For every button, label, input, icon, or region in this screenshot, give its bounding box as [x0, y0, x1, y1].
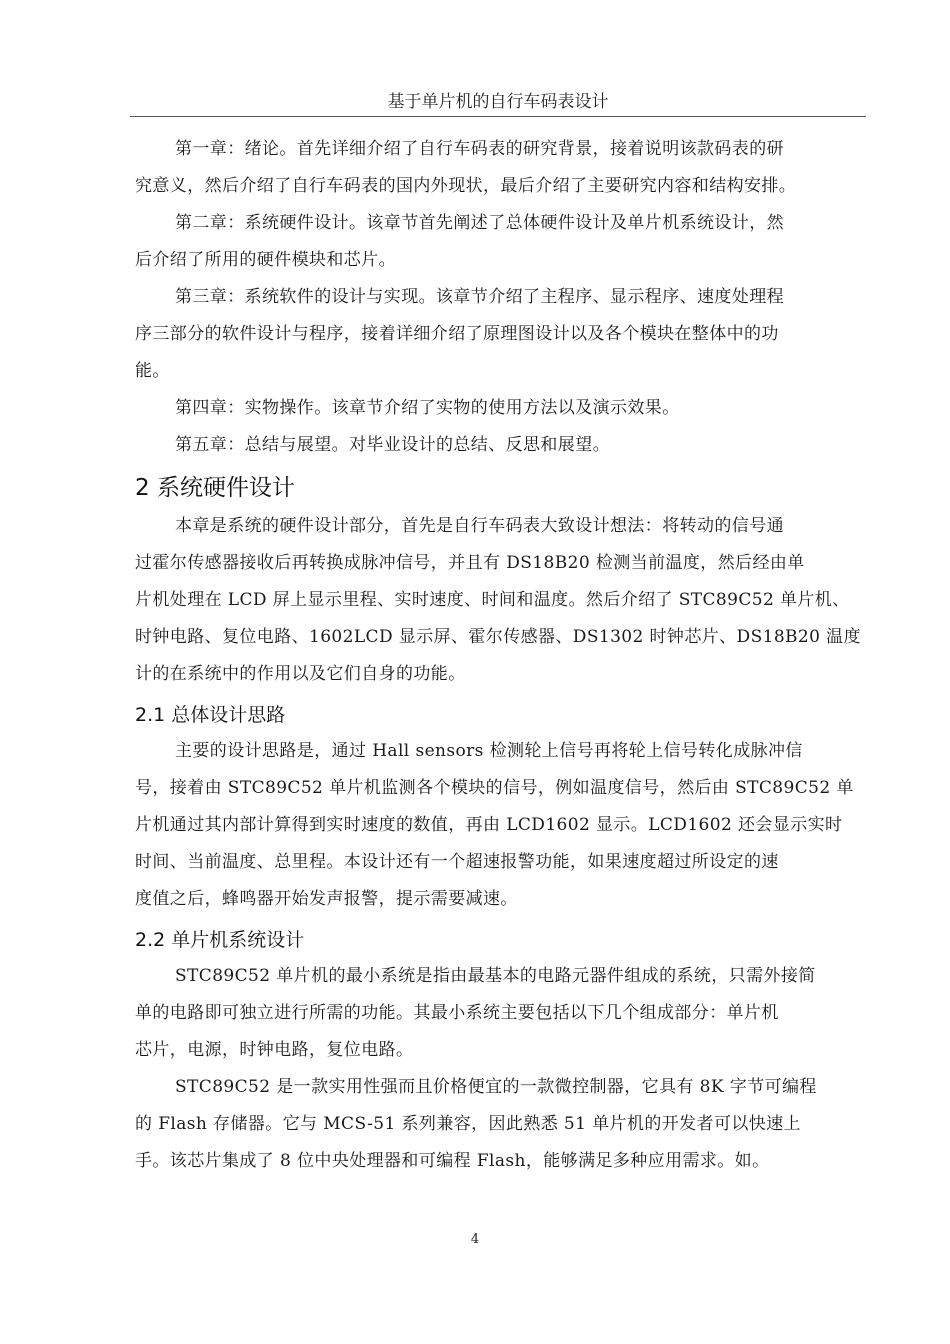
text-line: 第一章：绪论。首先详细介绍了自行车码表的研究背景，接着说明该款码表的研	[175, 139, 784, 159]
text-line: 本章是系统的硬件设计部分，首先是自行车码表大致设计想法：将转动的信号通	[175, 516, 784, 536]
text-line: 手。该芯片集成了 8 位中央处理器和可编程 Flash，能够满足多种应用需求。如。	[135, 1151, 770, 1171]
chapter4-summary-paragraph	[135, 390, 859, 427]
chapter3-summary-paragraph	[135, 279, 859, 390]
text-line: 的 Flash 存储器。它与 MCS-51 系列兼容，因此熟悉 51 单片机的开发者可以快速上	[135, 1114, 801, 1134]
section-2-2-paragraph-1	[135, 958, 859, 1069]
text-line: 片机通过其内部计算得到实时速度的数值，再由 LCD1602 显示。LCD1602 还会显示实时	[135, 815, 843, 835]
chapter2-heading: 2 系统硬件设计	[135, 475, 295, 501]
text-line: 第二章：系统硬件设计。该章节首先阐述了总体硬件设计及单片机系统设计，然	[175, 213, 784, 233]
page-number: 4	[470, 1232, 480, 1247]
text-line: 第五章：总结与展望。对毕业设计的总结、反思和展望。	[175, 435, 610, 455]
text-line: 计的在系统中的作用以及它们自身的功能。	[135, 664, 466, 684]
text-line: 主要的设计思路是，通过 Hall sensors 检测轮上信号再将轮上信号转化成脉冲信	[175, 741, 803, 761]
text-line: 后介绍了所用的硬件模块和芯片。	[135, 250, 396, 270]
text-line: 片机处理在 LCD 屏上显示里程、实时速度、时间和温度。然后介绍了 STC89C52 单片机、	[135, 590, 850, 610]
section-2-1-paragraph	[135, 733, 859, 918]
section-2-2-paragraph-2	[135, 1069, 859, 1180]
text-line: 序三部分的软件设计与程序，接着详细介绍了原理图设计以及各个模块在整体中的功	[135, 324, 779, 344]
text-line: 度值之后，蜂鸣器开始发声报警，提示需要减速。	[135, 889, 518, 909]
chapter5-summary-paragraph	[135, 427, 859, 464]
section-2-2-heading: 2.2 单片机系统设计	[135, 929, 305, 951]
text-line: 芯片，电源，时钟电路，复位电路。	[135, 1040, 414, 1060]
text-line: STC89C52 是一款实用性强而且价格便宜的一款微控制器，它具有 8K 字节可编程	[175, 1077, 817, 1097]
text-line: 第三章：系统软件的设计与实现。该章节介绍了主程序、显示程序、速度处理程	[175, 287, 784, 307]
text-line: STC89C52 单片机的最小系统是指由最基本的电路元器件组成的系统，只需外接简	[175, 966, 816, 986]
text-line: 能。	[135, 361, 170, 381]
header-divider	[130, 116, 866, 117]
text-line: 时钟电路、复位电路、1602LCD 显示屏、霍尔传感器、DS1302 时钟芯片、DS18B20 温度	[135, 627, 861, 647]
text-line: 究意义，然后介绍了自行车码表的国内外现状，最后介绍了主要研究内容和结构安排。	[135, 176, 797, 196]
chapter2-intro-paragraph	[135, 508, 859, 693]
text-line: 时间、当前温度、总里程。本设计还有一个超速报警功能，如果速度超过所设定的速	[135, 852, 779, 872]
page-content	[135, 131, 859, 1180]
running-header-title: 基于单片机的自行车码表设计	[387, 92, 609, 112]
chapter1-summary-paragraph	[135, 131, 859, 205]
text-line: 过霍尔传感器接收后再转换成脉冲信号，并且有 DS18B20 检测当前温度，然后经由单	[135, 553, 805, 573]
section-2-1-heading: 2.1 总体设计思路	[135, 704, 286, 726]
chapter2-summary-paragraph	[135, 205, 859, 279]
text-line: 单的电路即可独立进行所需的功能。其最小系统主要包括以下几个组成部分：单片机	[135, 1003, 779, 1023]
text-line: 号，接着由 STC89C52 单片机监测各个模块的信号，例如温度信号，然后由 STC89C52 单	[135, 778, 854, 798]
text-line: 第四章：实物操作。该章节介绍了实物的使用方法以及演示效果。	[175, 398, 680, 418]
